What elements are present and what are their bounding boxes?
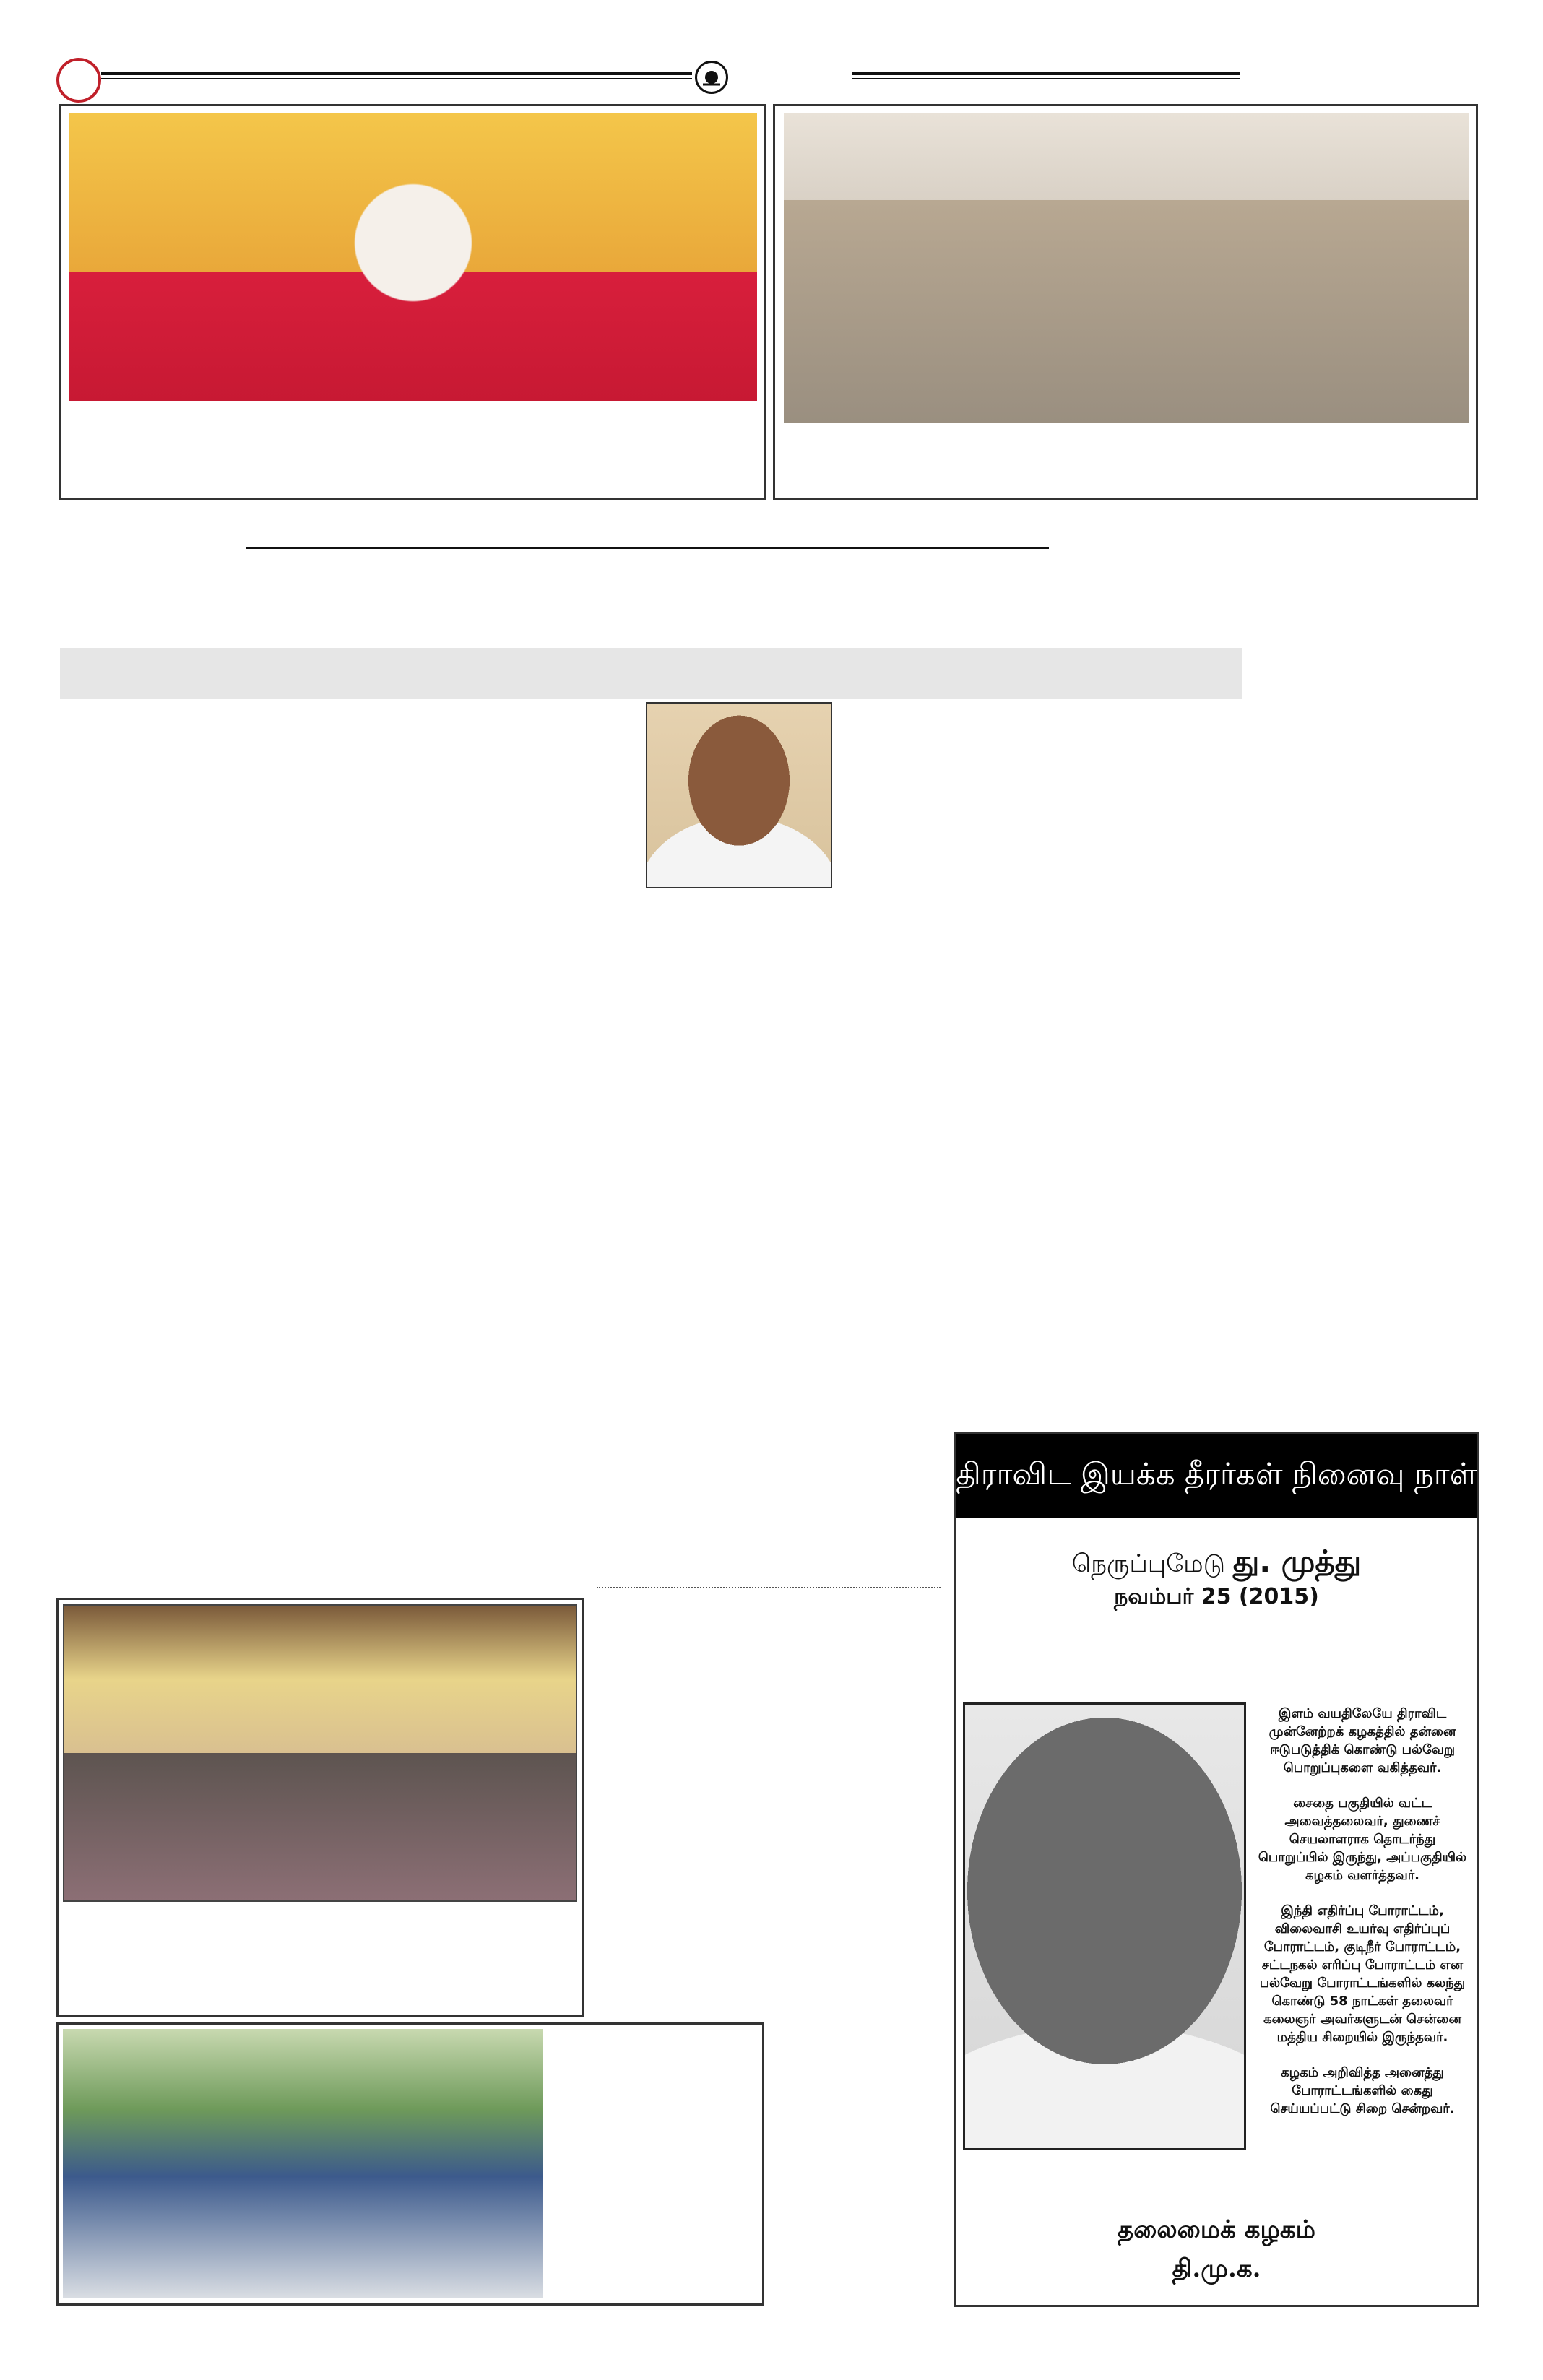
memorial-bio-paragraph: கழகம் அறிவித்த அனைத்து போராட்டங்களில் கைது செய்யப்பட்டு சிறை சென்றவர்.	[1270, 2065, 1455, 2116]
story-photo-frame-2	[773, 104, 1478, 500]
memorial-bio-paragraph: இளம் வயதிலேயே திராவிட முன்னேற்றக் கழகத்தில் தன்னை ஈடுபடுத்திக் கொண்டு பல்வேறு பொறுப்புகளை வகித்தவர்.	[1268, 1706, 1456, 1775]
memorial-signature-line1: தலைமைக் கழகம்	[1118, 2215, 1315, 2244]
memorial-portrait-photo	[963, 1702, 1246, 2150]
memorial-notice-box	[954, 1432, 1479, 2307]
author-portrait-photo	[646, 702, 832, 888]
memorial-bio-paragraph: இந்தி எதிர்ப்பு போராட்டம், விலைவாசி உயர்வு எதிர்ப்புப் போராட்டம், குடிநீர் போராட்டம், சட்டநகல் எரிப்பு போராட்டம் என பல்வேறு போராட்டங்களில் கலந்து கொண்டு 58 நாட்கள் தலைவர் கலைஞர் அவர்களுடன் சென்னை மத்திய சிறையில் இருந்தவர்.	[1259, 1903, 1466, 2045]
page-number-circle-icon	[56, 58, 101, 103]
event-welfare-distribution-photo	[784, 113, 1469, 423]
column-divider-dotted	[597, 1587, 941, 1588]
memorial-person-name	[956, 1544, 1477, 1584]
photo-caption-4	[550, 2029, 759, 2298]
story-photo-frame-3	[56, 1598, 584, 2017]
memorial-signature-line2: தி.மு.க.	[1172, 2254, 1261, 2283]
memorial-date: நவம்பர் 25 (2015)	[1114, 1584, 1319, 1609]
headline-band	[60, 648, 1242, 699]
photo-caption-2	[784, 431, 1469, 489]
photo-caption-3	[63, 1911, 577, 2004]
header-rule-left	[101, 72, 692, 75]
story-photo-frame-4	[56, 2022, 764, 2306]
meeting-group-photo	[63, 1604, 577, 1902]
memorial-name-prefix: நெருப்புமேடு	[1071, 1549, 1225, 1578]
memorial-heading: திராவிட இயக்க தீரர்கள் நினைவு நாள்	[956, 1434, 1477, 1518]
memorial-name: து. முத்து	[1232, 1544, 1362, 1579]
headline-rule	[246, 547, 1049, 549]
party-emblem-icon	[695, 61, 728, 94]
header-rule-right-thin	[852, 78, 1240, 79]
header-rule-right	[852, 72, 1240, 75]
memorial-bio-paragraph: சைதை பகுதியில் வட்ட அவைத்தலைவர், துணைச் செயலாளராக தொடர்ந்து பொறுப்பில் இருந்து, அப்பகுதியில் கழகம் வளர்த்தவர்.	[1258, 1796, 1467, 1883]
story-photo-frame-1	[59, 104, 766, 500]
memorial-bio	[1253, 1705, 1471, 2167]
event-tribute-photo	[69, 113, 757, 401]
bicycle-distribution-photo	[63, 2029, 543, 2298]
photo-caption-1	[69, 410, 757, 489]
header-rule-left-thin	[101, 78, 692, 79]
